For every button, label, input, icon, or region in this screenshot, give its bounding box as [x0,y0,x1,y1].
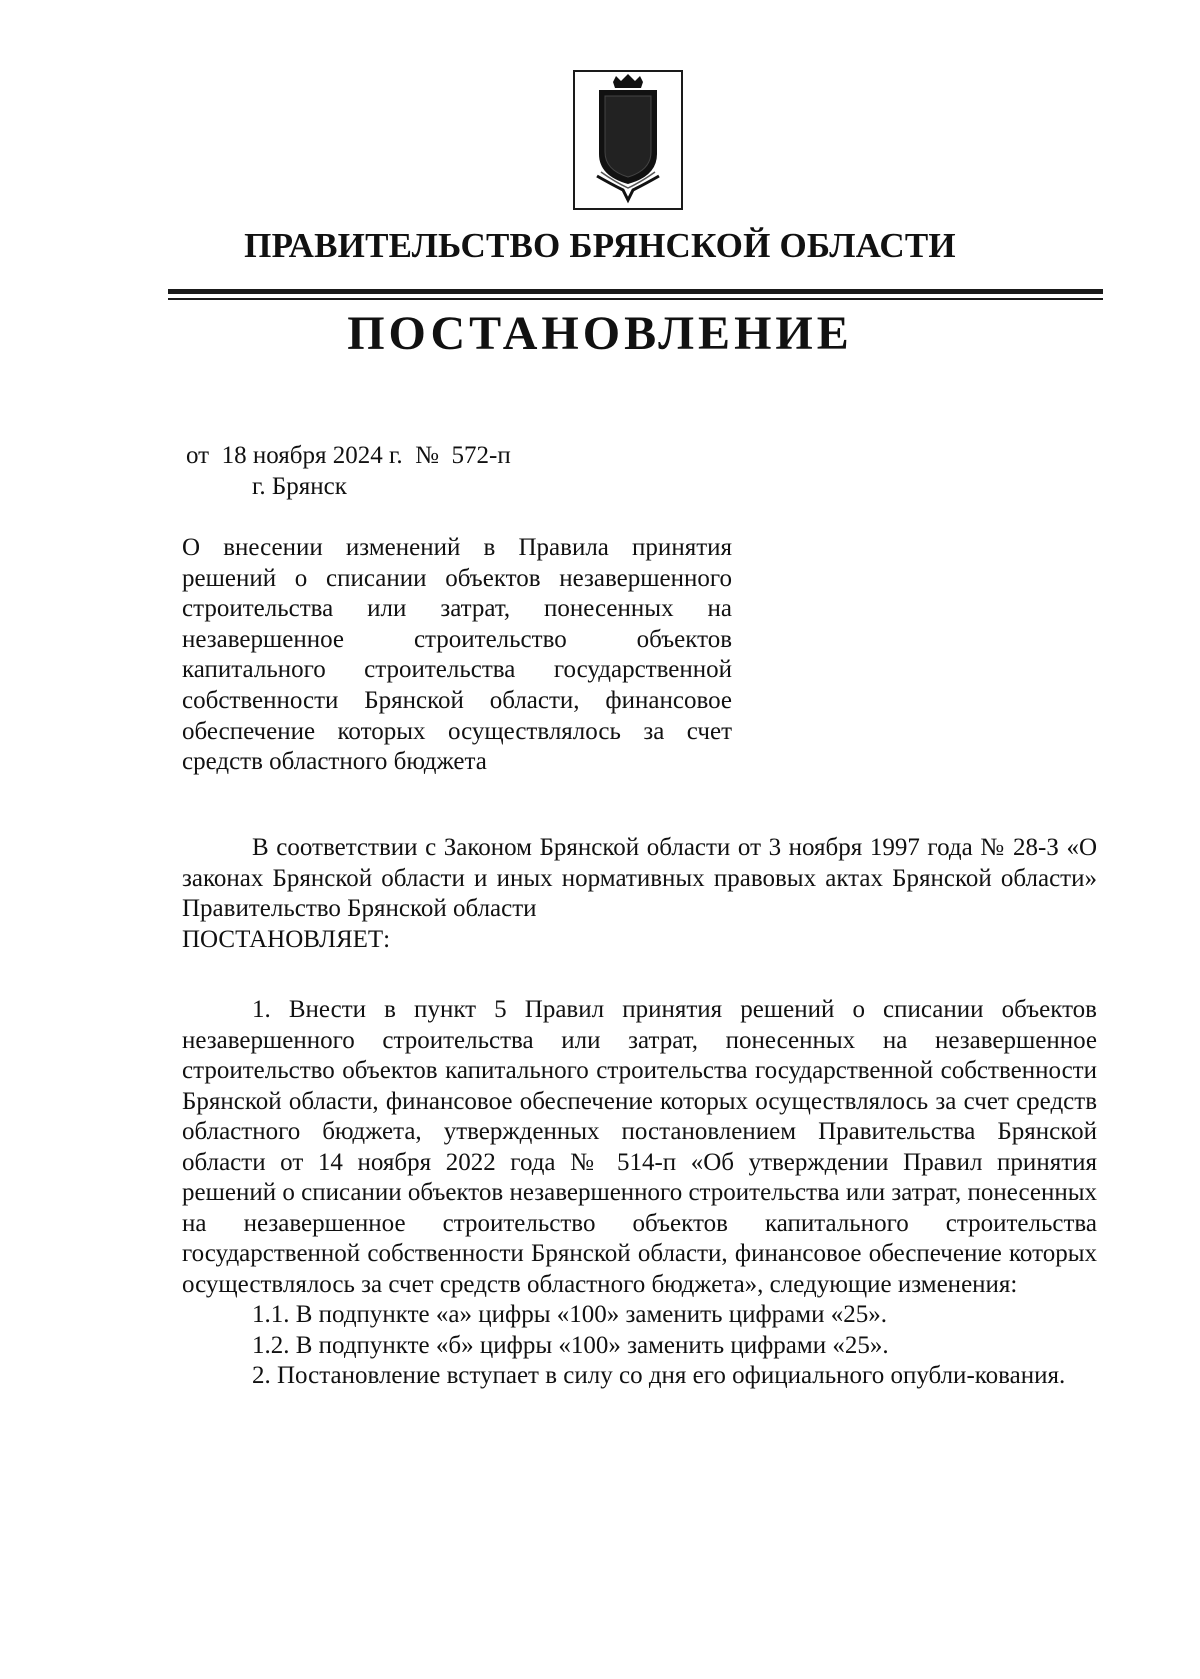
decree-points [182,995,1097,1392]
document-date-number: от 18 ноября 2024 г. № 572-п [186,442,511,469]
document-city: г. Брянск [252,473,347,500]
government-title: ПРАВИТЕЛЬСТВО БРЯНСКОЙ ОБЛАСТИ [244,226,956,265]
point-1: 1. Внести в пункт 5 Правил принятия решений о списании объектов незавершенного строительства или затрат, понесенных на незавершенное строительство объектов капитального строительства государственной собственности Брянской области, финансовое обеспечение которых осуществлялось за счет средств областного бюджета, утвержденных постановлением Правительства Брянской области от 14 ноября 2022 года № 514-п «Об утверждении Правил принятия решений о списании объектов незавершенного строительства или затрат, понесенных на незавершенное строительство объектов капитального строительства государственной собственности Брянской области, финансовое обеспечение которых осуществлялось за счет средств областного бюджета», следующие изменения: [182,996,1097,1298]
point-1-2: 1.2. В подпункте «б» цифры «100» заменить цифрами «25». [252,1331,889,1359]
decree-word: ПОСТАНОВЛЯЕТ: [182,925,391,953]
point-1-1: 1.1. В подпункте «а» цифры «100» заменить цифрами «25». [252,1301,887,1328]
document-subject: О внесении изменений в Правила принятия решений о списании объектов незавершенного строительства или затрат, понесенных на незавершенное строительство объектов капитального строительства государственной собственности Брянской области, финансовое обеспечение которых осуществлялось за счет средств областного бюджета [182,534,732,776]
document-type-title: ПОСТАНОВЛЕНИЕ [347,307,853,360]
header-rule-thick [168,289,1103,294]
preamble-text: В соответствии с Законом Брянской области от 3 ноября 1997 года № 28-З «О законах Брянской области и иных нормативных правовых актах Брянской области» Правительство Брянской области [182,834,1097,922]
coat-of-arms-icon [575,72,681,208]
header-rule-thin [168,298,1103,300]
point-2: 2. Постановление вступает в силу со дня его официального опубли-кования. [252,1362,1066,1389]
preamble [182,833,1097,955]
coat-of-arms-emblem [573,70,683,210]
